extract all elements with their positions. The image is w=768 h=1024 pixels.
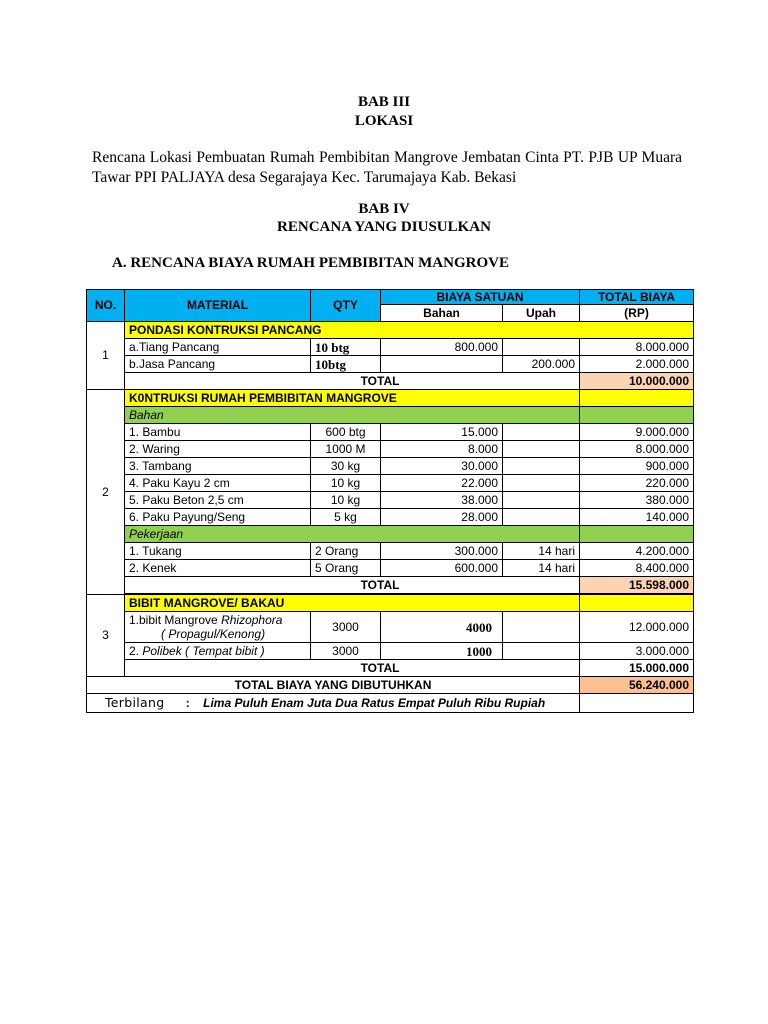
header-total-biaya: TOTAL BIAYA [580,290,694,305]
table-row [87,441,694,458]
total-cell: 140.000 [580,509,694,526]
upah-cell: 14 hari [503,560,580,577]
material-note: ( Propagul/Kenong) [161,627,266,641]
bahan-cell: 8.000 [381,441,503,458]
table-row [87,356,694,373]
section-a-heading: A. RENCANA BIAYA RUMAH PEMBIBITAN MANGROVE [112,255,509,271]
subsection-label: Bahan [125,407,580,424]
material-species: Rhizophora [221,613,283,627]
group-title-filler [580,595,694,612]
terbilang-empty-cell [580,694,694,713]
subsection-row [87,526,694,543]
material-cell: 6. Paku Payung/Seng [125,509,311,526]
qty-cell: 5 kg [311,509,381,526]
group-number: 3 [87,595,125,677]
total-label: TOTAL [125,373,580,390]
material-cell: 5. Paku Beton 2,5 cm [125,492,311,509]
qty-cell: 600 btg [311,424,381,441]
upah-cell: 14 hari [503,543,580,560]
budget-table [86,289,694,713]
upah-cell [503,339,580,356]
material-cell: 4. Paku Kayu 2 cm [125,475,311,492]
group-total-row [87,577,694,594]
bahan-cell: 38.000 [381,492,503,509]
table-row [87,458,694,475]
bahan-cell: 600.000 [381,560,503,577]
bahan-cell: 4000 [381,612,503,643]
material-item: Polibek ( Tempat bibit ) [142,643,265,658]
bahan-cell: 30.000 [381,458,503,475]
qty-cell: 10 btg [311,339,381,356]
group-total-row [87,660,694,677]
qty-cell: 3000 [311,612,381,643]
total-cell: 380.000 [580,492,694,509]
total-label: TOTAL [125,577,580,594]
upah-cell [503,509,580,526]
qty-cell: 10 kg [311,492,381,509]
total-cell: 9.000.000 [580,424,694,441]
total-label: TOTAL [125,660,580,677]
header-material: MATERIAL [125,290,311,322]
subsection-filler [580,526,694,543]
grand-total-row [87,677,694,694]
group-title-row [87,595,694,612]
group-title: PONDASI KONTRUKSI PANCANG [125,322,694,339]
group-total-value: 10.000.000 [580,373,694,390]
material-cell [125,643,311,660]
group-number: 2 [87,390,125,595]
qty-cell: 1000 M [311,441,381,458]
total-cell: 2.000.000 [580,356,694,373]
table-row [87,560,694,577]
bab3-title: BAB III [357,94,411,110]
bahan-cell: 22.000 [381,475,503,492]
group-total-value: 15.000.000 [580,660,694,677]
bahan-cell: 15.000 [381,424,503,441]
subsection-label: Pekerjaan [125,526,580,543]
header-qty: QTY [311,290,381,322]
material-cell: 2. Waring [125,441,311,458]
terbilang-row [87,694,694,713]
upah-cell: 200.000 [503,356,580,373]
lokasi-paragraph: Rencana Lokasi Pembuatan Rumah Pembibitan Mangrove Jembatan Cinta PT. PJB UP Muara Tawar PPI PALJAYA desa Segarajaya Kec. Tarumajaya Kab. Bekasi [92,149,682,186]
table-row [87,543,694,560]
header-no: NO. [87,290,125,322]
qty-cell: 5 Orang [311,560,381,577]
upah-cell [503,458,580,475]
grand-total-label: TOTAL BIAYA YANG DIBUTUHKAN [87,677,580,694]
qty-cell: 10btg [311,356,381,373]
table-row [87,475,694,492]
total-cell: 3.000.000 [580,643,694,660]
bahan-cell [381,356,503,373]
total-cell: 8.400.000 [580,560,694,577]
upah-cell [503,441,580,458]
total-cell: 8.000.000 [580,339,694,356]
material-cell: 1. Tukang [125,543,311,560]
bahan-cell: 28.000 [381,509,503,526]
bahan-cell: 1000 [381,643,503,660]
material-cell: 1. Bambu [125,424,311,441]
table-row [87,612,694,643]
table-row [87,643,694,660]
upah-cell [503,424,580,441]
header-bahan: Bahan [381,305,503,322]
qty-cell: 10 kg [311,475,381,492]
qty-cell: 2 Orang [311,543,381,560]
table-header-row [87,290,694,305]
upah-cell [503,612,580,643]
terbilang-label: Terbilang [105,695,165,710]
subsection-row [87,407,694,424]
group-title: K0NTRUKSI RUMAH PEMBIBITAN MANGROVE [125,390,580,407]
material-text: 1.bibit Mangrove [129,613,222,627]
upah-cell [503,492,580,509]
material-cell: 2. Kenek [125,560,311,577]
bahan-cell: 800.000 [381,339,503,356]
bahan-cell: 300.000 [381,543,503,560]
material-cell: 3. Tambang [125,458,311,475]
bab4-subtitle: RENCANA YANG DIUSULKAN [277,219,491,235]
group-title-filler [580,390,694,407]
group-title: BIBIT MANGROVE/ BAKAU [125,595,580,612]
material-cell [125,612,311,643]
total-cell: 220.000 [580,475,694,492]
header-rp: (RP) [580,305,694,322]
upah-cell [503,475,580,492]
total-cell: 12.000.000 [580,612,694,643]
material-text: 2. [129,643,143,658]
group-title-row [87,322,694,339]
table-row [87,492,694,509]
upah-cell [503,643,580,660]
total-cell: 900.000 [580,458,694,475]
group-title-row [87,390,694,407]
qty-cell: 3000 [311,643,381,660]
terbilang-colon: : [185,696,190,710]
table-row [87,424,694,441]
bab4-title: BAB IV [358,201,410,217]
header-biaya-satuan: BIAYA SATUAN [381,290,580,305]
terbilang-cell [87,694,580,713]
qty-cell: 30 kg [311,458,381,475]
material-cell: b.Jasa Pancang [125,356,311,373]
group-number: 1 [87,322,125,390]
group-total-value: 15.598.000 [580,577,694,594]
table-row [87,339,694,356]
table-row [87,509,694,526]
header-upah: Upah [503,305,580,322]
subsection-filler [580,407,694,424]
bab3-subtitle: LOKASI [354,113,414,129]
total-cell: 4.200.000 [580,543,694,560]
total-cell: 8.000.000 [580,441,694,458]
material-cell: a.Tiang Pancang [125,339,311,356]
terbilang-value: Lima Puluh Enam Juta Dua Ratus Empat Puluh Ribu Rupiah [203,696,546,710]
grand-total-value: 56.240.000 [580,677,694,694]
group-total-row [87,373,694,390]
